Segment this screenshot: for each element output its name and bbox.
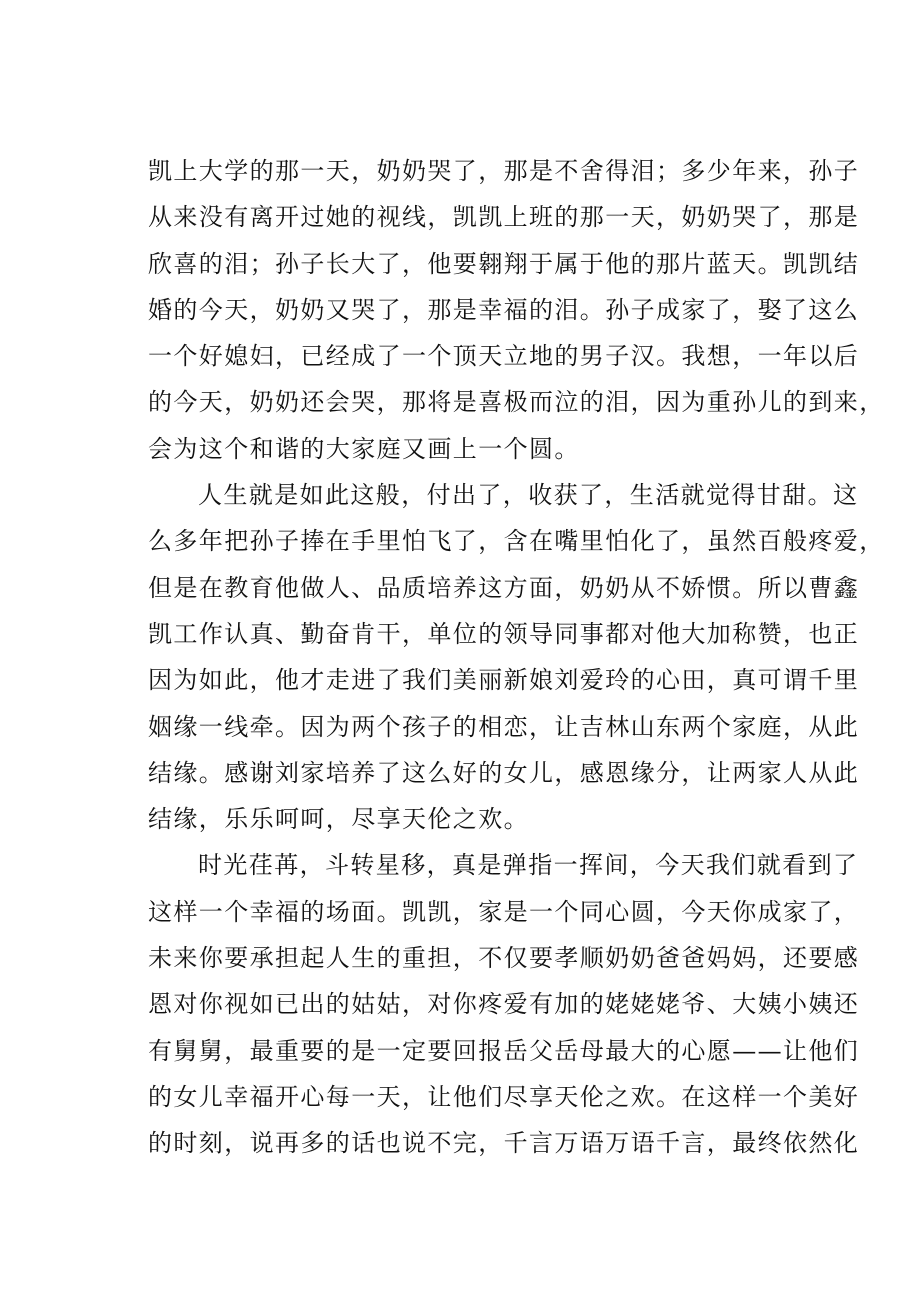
text-line: 结缘，乐乐呵呵，尽享天伦之欢。 [148, 805, 529, 834]
document-body [148, 148, 885, 1167]
text-line: 姻缘一线牵。因为两个孩子的相恋，让吉林山东两个家庭，从此 [148, 712, 860, 741]
text-line: 的时刻，说再多的话也说不完，千言万语万语千言，最终依然化 [148, 1129, 860, 1158]
text-line: 从来没有离开过她的视线，凯凯上班的那一天，奶奶哭了，那是 [148, 203, 860, 232]
paragraph-1 [148, 148, 885, 472]
text-line: 有舅舅，最重要的是一定要回报岳父岳母最大的心愿——让他们 [148, 1036, 860, 1065]
paragraph-3 [148, 842, 860, 1166]
text-line: 未来你要承担起人生的重担，不仅要孝顺奶奶爸爸妈妈，还要感 [148, 944, 860, 973]
text-line: 恩对你视如已出的姑姑，对你疼爱有加的姥姥姥爷、大姨小姨还 [148, 990, 860, 1019]
text-line: 欣喜的泪；孙子长大了，他要翱翔于属于他的那片蓝天。凯凯结 [148, 249, 860, 278]
text-line: 凯上大学的那一天，奶奶哭了，那是不舍得泪；多少年来，孙子 [148, 157, 860, 185]
text-line: 婚的今天，奶奶又哭了，那是幸福的泪。孙子成家了，娶了这么 [148, 295, 860, 324]
paragraph-2 [148, 472, 885, 842]
text-line: 时光荏苒，斗转星移，真是弹指一挥间，今天我们就看到了 [198, 851, 859, 880]
text-line: 的女儿幸福开心每一天，让他们尽享天伦之欢。在这样一个美好 [148, 1082, 860, 1111]
text-line: 结缘。感谢刘家培养了这么好的女儿，感恩缘分，让两家人从此 [148, 758, 860, 787]
text-line: 但是在教育他做人、品质培养这方面，奶奶从不娇惯。所以曹鑫 [148, 573, 860, 602]
text-line: 凯工作认真、勤奋肯干，单位的领导同事都对他大加称赞，也正 [148, 619, 860, 648]
text-line: 么多年把孙子捧在手里怕飞了，含在嘴里怕化了，虽然百般疼爱， [148, 527, 885, 556]
text-line: 这样一个幸福的场面。凯凯，家是一个同心圆，今天你成家了， [148, 897, 860, 926]
text-line: 人生就是如此这般，付出了，收获了，生活就觉得甘甜。这 [198, 481, 859, 510]
text-line: 会为这个和谐的大家庭又画上一个圆。 [148, 434, 580, 463]
text-line: 因为如此，他才走进了我们美丽新娘刘爱玲的心田，真可谓千里 [148, 666, 860, 695]
text-line: 一个好媳妇，已经成了一个顶天立地的男子汉。我想，一年以后 [148, 342, 860, 371]
text-line: 的今天，奶奶还会哭，那将是喜极而泣的泪，因为重孙儿的到来， [148, 388, 885, 417]
